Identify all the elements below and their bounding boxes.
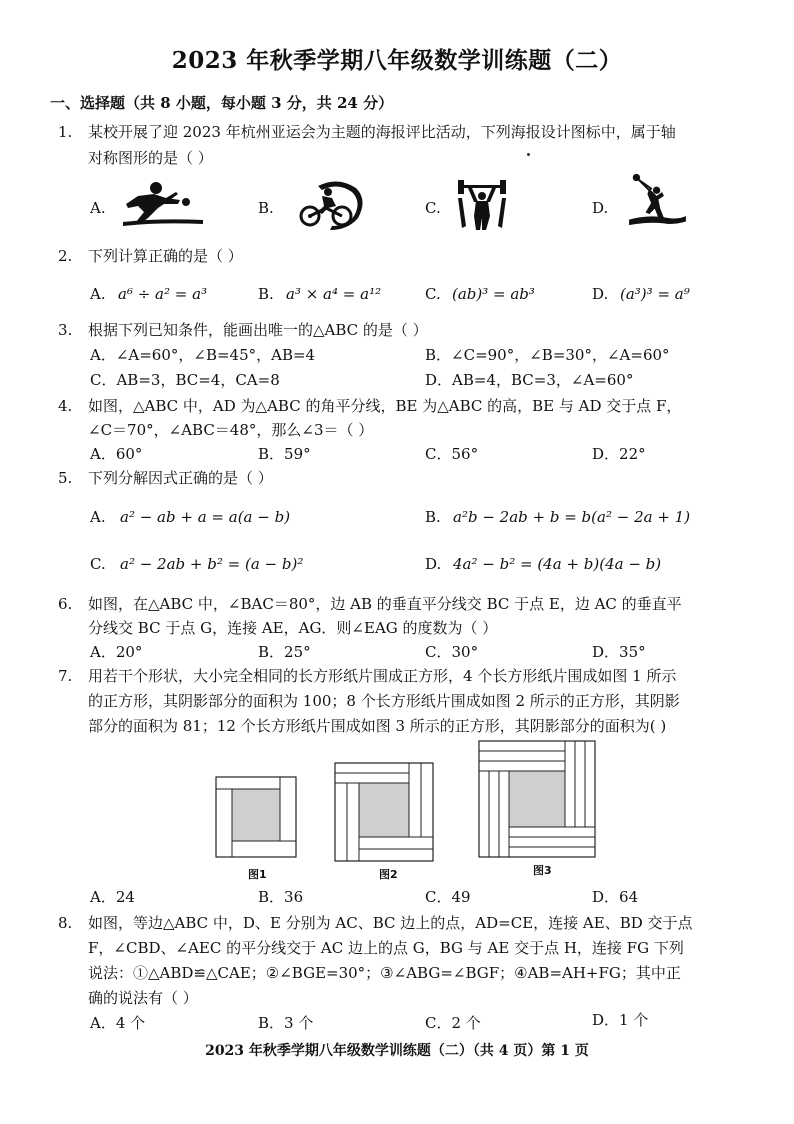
question-5-text: 下列分解因式正确的是（ ） [88,469,273,487]
question-5-option-c-label: C. [90,555,106,573]
question-5-option-d-expr: 4a² − b² = (4a + b)(4a − b) [453,555,662,573]
question-3-option-a: A．∠A=60°，∠B=45°，AB=4 [90,346,316,364]
question-6-text-line2: 分线交 BC 于点 G，连接 AE，AG．则∠EAG 的度数为（ ） [88,619,498,637]
weightlifter-icon [452,176,542,231]
question-7-text-line2: 的正方形，其阴影部分的面积为 100；8 个长方形纸片围成如图 2 所示的正方形，其阴影 [88,692,680,710]
question-8-number: 8. [58,914,73,932]
question-6-number: 6. [58,595,73,613]
question-2-option-b-expr: a³ × a⁴ = a¹² [286,285,382,303]
figure-1-label: 图1 [248,868,267,881]
golfer-icon [618,172,708,227]
question-4-text-line2: ∠C＝70°，∠ABC＝48°，那么∠3＝（ ） [88,421,374,439]
question-7-option-c: C．49 [425,888,471,906]
question-5-option-b-label: B. [425,508,441,526]
question-1-text-line1: 某校开展了迎 2023 年杭州亚运会为主题的海报评比活动，下列海报设计图标中，属于轴 [88,123,676,141]
question-4-text-line1: 如图，△ABC 中，AD 为△ABC 的角平分线，BE 为△ABC 的高，BE 与 AD 交于点 F， [88,397,682,415]
question-2-option-c-expr: (ab)³ = ab³ [452,285,535,303]
question-3-number: 3. [58,321,73,339]
question-3-text: 根据下列已知条件，能画出唯一的△ABC 的是（ ） [88,321,428,339]
question-8-text-line4: 确的说法有（ ） [88,989,198,1007]
question-3-option-d: D．AB=4，BC=3，∠A=60° [425,371,634,389]
page-footer: 2023 年秋季学期八年级数学训练题（二）（共 4 页）第 1 页 [205,1043,589,1059]
question-4-option-a: A．60° [90,445,143,463]
speck-mark [527,153,530,156]
question-2-text: 下列计算正确的是（ ） [88,247,243,265]
question-1-option-a: A. [90,199,106,217]
cyclist-icon [288,178,378,233]
question-4-option-d: D．22° [592,445,646,463]
question-6-option-c: C．30° [425,643,479,661]
question-4-option-b: B．59° [258,445,311,463]
question-6-option-d: D．35° [592,643,646,661]
question-7-text-line3: 部分的面积为 81；12 个长方形纸片围成如图 3 所示的正方形，其阴影部分的面积为( ) [88,717,667,735]
section-heading: 一、选择题（共 8 小题，每小题 3 分，共 24 分） [50,94,394,112]
question-8-text-line3: 说法：①△ABD≌△CAE；②∠BGE=30°；③∠ABG=∠BGF；④AB=AH+FG；其中正 [88,964,681,982]
figure-1-square [215,776,297,858]
question-5-option-a-label: A. [90,508,106,526]
question-2-number: 2. [58,247,73,265]
question-5-option-b-expr: a²b − 2ab + b = b(a² − 2a + 1) [453,508,691,526]
figure-2-label: 图2 [379,868,398,881]
question-8-text-line1: 如图，等边△ABC 中，D、E 分别为 AC、BC 边上的点，AD=CE，连接 AE、BD 交于点 [88,914,693,932]
question-8-option-a: A．4 个 [90,1014,146,1032]
question-8-text-line2: F，∠CBD、∠AEC 的平分线交于 AC 边上的点 G，BG 与 AE 交于点 H，连接 FG 下列 [88,939,684,957]
figure-3-label: 图3 [533,864,552,877]
question-7-option-a: A．24 [90,888,135,906]
question-2-option-a-label: A. [90,285,106,303]
question-1-number: 1. [58,123,73,141]
question-1-option-b: B. [258,199,274,217]
question-7-option-d: D．64 [592,888,639,906]
question-5-option-d-label: D. [425,555,442,573]
question-6-text-line1: 如图，在△ABC 中，∠BAC＝80°，边 AB 的垂直平分线交 BC 于点 E，边 AC 的垂直平 [88,595,682,613]
question-5-option-a-expr: a² − ab + a = a(a − b) [120,508,291,526]
question-8-option-d: D．1 个 [592,1011,649,1029]
figure-2-square [334,762,434,862]
question-6-option-b: B．25° [258,643,311,661]
question-8-option-c: C．2 个 [425,1014,481,1032]
question-2-option-d-label: D. [592,285,609,303]
question-2-option-a-expr: a⁶ ÷ a² = a³ [118,285,208,303]
page-title: 2023 年秋季学期八年级数学训练题（二） [171,47,623,74]
question-8-option-b: B．3 个 [258,1014,314,1032]
question-1-text-line2: 对称图形的是（ ） [88,149,213,167]
question-4-number: 4. [58,397,73,415]
question-4-option-c: C．56° [425,445,479,463]
question-3-option-c: C．AB=3，BC=4，CA=8 [90,371,280,389]
question-1-option-d: D. [592,199,609,217]
question-3-option-b: B．∠C=90°，∠B=30°，∠A=60° [425,346,670,364]
question-7-text-line1: 用若干个形状，大小完全相同的长方形纸片围成正方形，4 个长方形纸片围成如图 1 所示 [88,667,677,685]
question-1-option-c: C. [425,199,441,217]
question-5-number: 5. [58,469,73,487]
question-6-option-a: A．20° [90,643,143,661]
question-2-option-d-expr: (a³)³ = a⁹ [620,285,690,303]
question-2-option-b-label: B. [258,285,274,303]
question-5-option-c-expr: a² − 2ab + b² = (a − b)² [120,555,304,573]
question-2-option-c-label: C. [425,285,441,303]
question-7-option-b: B．36 [258,888,304,906]
volleyball-player-icon [118,178,208,233]
figure-3-square [478,740,596,858]
question-7-number: 7. [58,667,73,685]
